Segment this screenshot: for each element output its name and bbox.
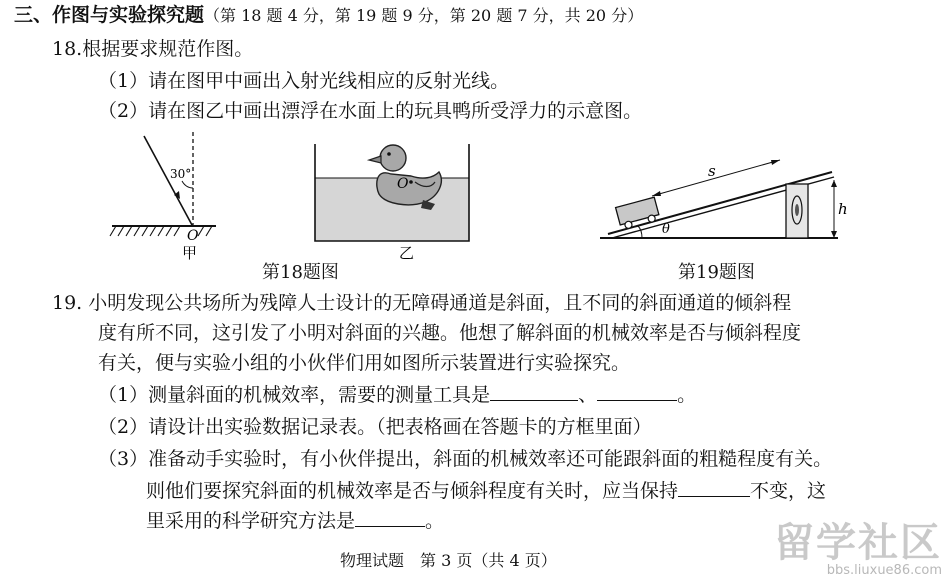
q19-part3-line1: （3）准备动手实验时，有小伙伴提出，斜面的机械效率还可能跟斜面的粗糙程度有关。: [98, 448, 833, 470]
q19-part3-line3-text: 里采用的科学研究方法是: [146, 510, 356, 532]
fig19-caption: 第19题图: [678, 262, 755, 283]
jia-label: 甲: [182, 244, 198, 262]
fig18-caption: 第18题图: [262, 262, 339, 283]
q18-stem: 根据要求规范作图。: [82, 38, 254, 60]
answer-blank-2[interactable]: [597, 384, 677, 401]
figure-19: [598, 150, 848, 250]
q19-part3-line3: [146, 510, 444, 532]
support-roll-core: [795, 204, 799, 216]
yi-label: 乙: [399, 244, 415, 260]
q19-part1-sep: 、: [578, 384, 598, 406]
q18-part2: （2）请在图乙中画出漂浮在水面上的玩具鸭所受浮力的示意图。: [98, 100, 643, 122]
q19-part1-text: （1）测量斜面的机械效率，需要的测量工具是: [98, 384, 491, 406]
section-heading-line: [14, 4, 643, 27]
h-arrow-up-icon: [831, 180, 837, 187]
q18-part1: （1）请在图甲中画出入射光线相应的反射光线。: [98, 70, 510, 92]
angle-arc: [182, 181, 193, 188]
answer-blank-4[interactable]: [355, 510, 425, 527]
q19-part3-line2-text: 则他们要探究斜面的机械效率是否与倾斜程度有关时，应当保持: [146, 480, 679, 502]
q18-stem-line: [52, 38, 253, 60]
q19-stem1: 小明发现公共场所为残障人士设计的无障碍通道是斜面，且不同的斜面通道的倾斜程: [88, 292, 792, 314]
watermark-title: 留学社区: [774, 520, 942, 566]
q19-part3-line3-end: 。: [425, 510, 445, 532]
duck-head: [380, 145, 406, 171]
section-points: （第 18 题 4 分，第 19 题 9 分，第 20 题 7 分，共 20 分）: [204, 6, 644, 25]
q19-part2: （2）请设计出实验数据记录表。（把表格画在答题卡的方框里面）: [98, 416, 652, 438]
page-footer: 物理试题 第 3 页（共 4 页）: [340, 551, 557, 570]
h-arrow-down-icon: [831, 231, 837, 238]
section-heading: 三、作图与实验探究题: [14, 4, 205, 26]
watermark-url: bbs.liuxue86.com: [826, 563, 942, 578]
duck-beak: [369, 156, 381, 163]
q19-part3-line2: [146, 480, 826, 502]
q19-part3-line2-suffix: 不变，这: [750, 480, 827, 502]
q19-part1: [98, 384, 696, 406]
s-label: s: [708, 162, 716, 180]
s-arrow-right-icon: [771, 160, 780, 165]
yi-point: [409, 180, 413, 184]
q19-stem3: 有关，便与实验小组的小伙伴们用如图所示装置进行实验探究。: [98, 352, 631, 374]
q19-part1-end: 。: [677, 384, 697, 406]
q19-number: 19.: [52, 292, 83, 314]
angle-label: 30°: [170, 167, 192, 181]
q19-stem-line1: [52, 292, 791, 314]
duck-eye: [387, 152, 391, 156]
s-arrow-left-icon: [652, 191, 661, 196]
figure-jia: [100, 126, 220, 266]
yi-point-label: O: [397, 176, 409, 192]
h-label: h: [838, 200, 848, 218]
q19-stem2: 度有所不同，这引发了小明对斜面的兴趣。他想了解斜面的机械效率是否与倾斜程度: [98, 322, 802, 344]
theta-arc: [638, 226, 642, 238]
jia-point-label: O: [187, 228, 199, 244]
theta-label: θ: [662, 222, 670, 237]
q18-number: 18.: [52, 38, 83, 60]
answer-blank-1[interactable]: [490, 384, 578, 401]
s-dimension: [652, 160, 780, 196]
answer-blank-3[interactable]: [678, 480, 750, 497]
figure-yi: [305, 138, 475, 260]
watermark: [774, 520, 942, 578]
